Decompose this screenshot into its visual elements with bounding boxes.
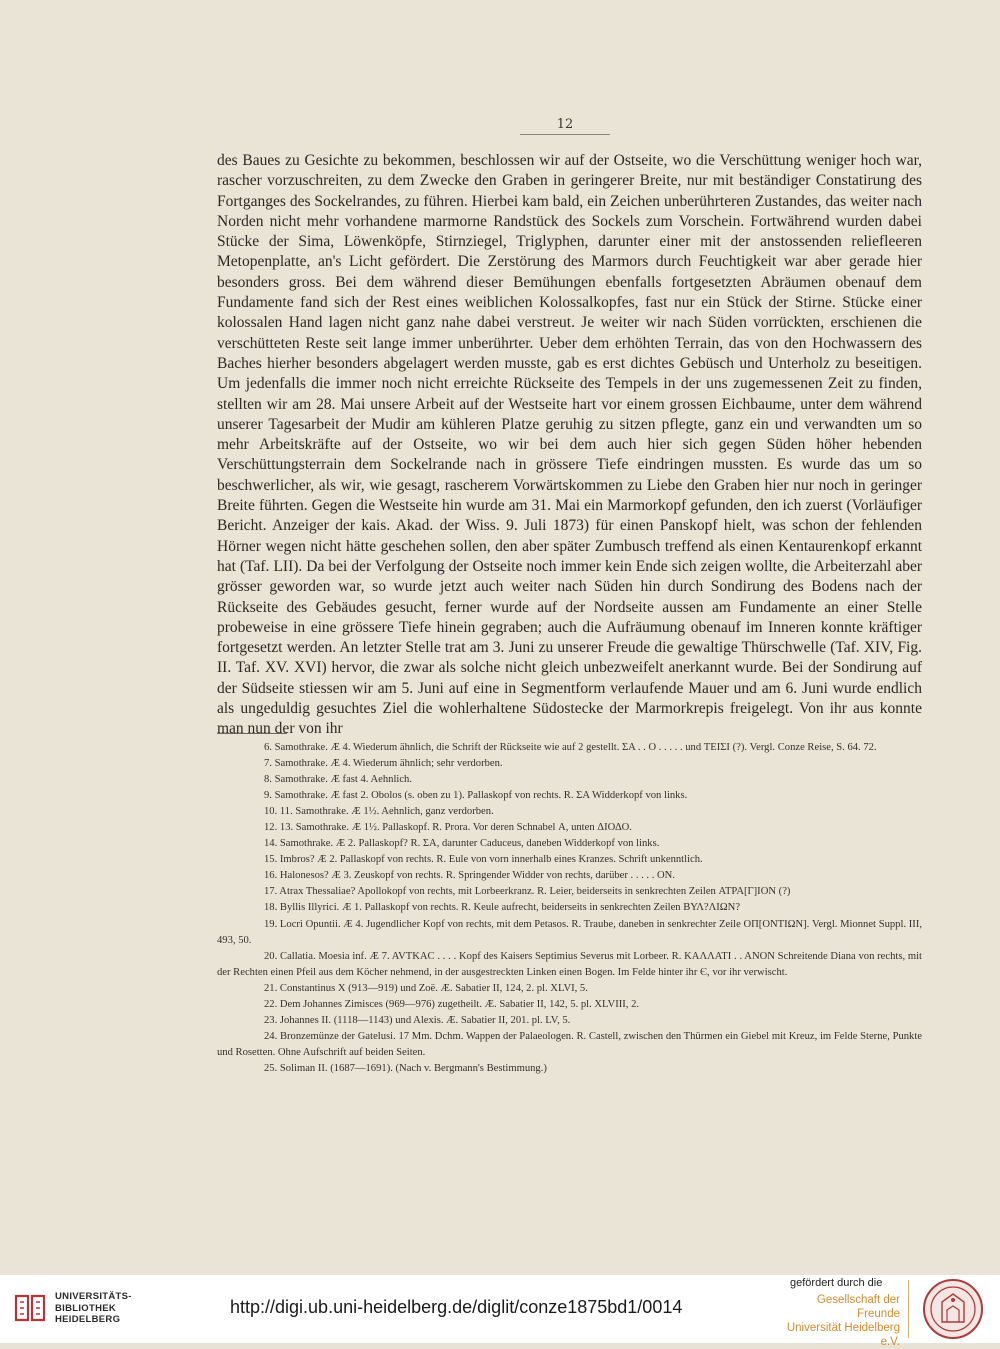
footnote-16: 16. Halonesos? Æ 3. Zeuskopf von rechts. R. Springender Widder von rechts, darüber . . . . . ON. <box>264 870 675 882</box>
footnote-12-13: 12. 13. Samothrake. Æ 1½. Pallaskopf. R. Prora. Vor deren Schnabel Α, unten ΔΙΟΔΟ. <box>264 822 632 834</box>
footnote-23: 23. Johannes II. (1118—1143) und Alexis. Æ. Sabatier II, 201. pl. LV, 5. <box>264 1014 571 1026</box>
library-line-3: HEIDELBERG <box>55 1314 121 1325</box>
footnote-18: 18. Byllis Illyrici. Æ 1. Pallaskopf von rechts. R. Keule aufrecht, beiderseits in senkrechten Zeilen ΒΥΛ?ΛΙΩΝ? <box>264 902 741 914</box>
society-line-1: Gesellschaft der Freunde <box>816 1294 900 1320</box>
library-line-1: UNIVERSITÄTS- <box>55 1291 132 1302</box>
footnote-19: 19. Locri Opuntii. Æ 4. Jugendlicher Kopf von rechts, mit dem Petasos. R. Traube, daneben in senkrechter Zeile ΟΠ[ΟΝΤΙΩΝ]. Vergl. Mionnet Suppl. III, 493, 50. <box>217 918 922 946</box>
footnote-14: 14. Samothrake. Æ 2. Pallaskopf? R. ΣΑ, darunter Caduceus, daneben Widderkopf von links. <box>264 838 660 850</box>
footnote-separator <box>217 733 287 734</box>
footnote-9: 9. Samothrake. Æ fast 2. Obolos (s. oben zu 1). Pallaskopf von rechts. R. ΣΑ Widderkopf von links. <box>264 790 688 802</box>
footer-divider <box>908 1280 909 1338</box>
footnote-22: 22. Dem Johannes Zimisces (969—976) zugetheilt. Æ. Sabatier II, 142, 5. pl. XLVIII, 2. <box>264 998 640 1010</box>
funded-by-text: gefördert durch die <box>790 1277 883 1289</box>
footnote-10-11: 10. 11. Samothrake. Æ 1½. Aehnlich, ganz verdorben. <box>264 806 494 818</box>
body-paragraph: des Baues zu Gesichte zu bekommen, beschlossen wir auf der Ostseite, wo die Verschüttung weniger hoch war, rascher vorzuschreiten, zu dem Zwecke den Graben in geringerer Breite, nur mit beständiger Constatirung des Fortganges des Sockelrandes, zu führen. Hierbei kam bald, ein Zeichen unberührteren Zustandes, das weiter nach Norden nicht mehr vorhandene marmorne Randstück des Sockels zum Vorschein. Fortwährend wurden dabei Stücke der Sima, Löwenköpfe, Stirnziegel, Triglyphen, darunter einer mit der anstossenden reliefleeren Metopenplatte, an's Licht gefördert. Die Zerstörung des Marmors durch Feuchtigkeit war aber gerade hier besonders gross. Bei dem während dieser Bemühungen ebenfalls fortgesetzten Abräumen obenauf dem Fundamente fand sich der Rest eines weiblichen Kolossalkopfes, fast nur ein Stück der Stirne. Stücke einer kolossalen Hand lagen nicht ganz nahe dabei verstreut. Je weiter wir nach Süden vorrückten, erschienen die verschütteten Reste seit lange immer unberührter. Ueber dem erhöhten Terrain, das von den Hochwassern des Baches hierher besonders abgelagert werden musste, gab es erst dichtes Gebüsch und Unterholz zu beseitigen. Um jedenfalls die immer noch nicht erreichte Rückseite des Tempels in der uns zugemessenen Zeit zu finden, stellten wir am 28. Mai unsere Arbeit auf der Westseite hart vor einem grossen Eichbaume, unter dem während unserer Tagesarbeit der Mudir am kühleren Platze geruhig zu sitzen pflegte, ganz ein und verwandten um so mehr Arbeitskräfte auf der Ostseite, wo wir bei dem auch hier sich gegen Süden höher hebenden Verschüttungsterrain dem Sockelrande nach in grössere Tiefe eindringen mussten. Es wurde das um so beschwerlicher, als wir, wie gesagt, rascherem Vorwärtskommen zu Liebe den Graben hier nur noch in geringer Breite führten. Gegen die Westseite hin wurde am 31. Mai ein Marmorkopf gefunden, den ich zuerst (Vorläufiger Bericht. Anzeiger der kais. Akad. der Wiss. 9. Juli 1873) für einen Panskopf hielt, was schon der fehlenden Hörner wegen nicht hätte geschehen sollen, den aber später Zumbusch treffend als einen Kentaurenkopf erkannt hat (Taf. LII). Da bei der Verfolgung der Ostseite noch immer kein Ende sich zeigen wollte, die Arbeiterzahl aber grösser geworden war, so wurde jetzt auch weiter nach Süden hin durch Sondirung des Bodens nach der Rückseite des Gebäudes gesucht, ferner wurde auf der Nordseite aussen am Fundamente an einer Stelle probeweise in eine grössere Tiefe hinein gegraben; auch die Aufräumung obenauf im Inneren konnte kräftiger fortgesetzt werden. An letzter Stelle trat am 3. Juni zu unserer Freude die gewaltige Thürschwelle (Taf. XIV, Fig. II. Taf. XV. XVI) hervor, die zwar als solche nicht gleich unbezweifelt anerkannt wurde. Bei der Sondirung auf der Südseite stiessen wir am 5. Juni auf eine in Segmentform verlaufende Mauer und am 6. Juni wurde endlich als ungeduldig gesuchtes Ziel die wohlerhaltene Südostecke der Marmorkrepis freigelegt. Von ihr aus konnte man nun der von ihr <box>217 152 922 738</box>
university-seal-icon <box>920 1278 986 1340</box>
footnote-21: 21. Constantinus X (913—919) und Zoë. Æ. Sabatier II, 124, 2. pl. XLVI, 5. <box>264 982 588 994</box>
footnote-25: 25. Soliman II. (1687—1691). (Nach v. Bergmann's Bestimmung.) <box>264 1062 547 1074</box>
permalink-url[interactable]: http://digi.ub.uni-heidelberg.de/diglit/conze1875bd1/0014 <box>230 1297 683 1317</box>
university-library-logo-icon <box>12 1292 48 1326</box>
society-line-2: Universität Heidelberg e.V. <box>786 1322 900 1348</box>
footnotes <box>217 740 922 1077</box>
footnote-7: 7. Samothrake. Æ 4. Wiederum ähnlich; sehr verdorben. <box>264 758 503 770</box>
society-name <box>780 1293 900 1349</box>
footnote-17: 17. Atrax Thessaliae? Apollokopf von rechts, mit Lorbeerkranz. R. Leier, beiderseits in senkrechten Zeilen ΑΤΡΑ[Γ]ΙΟΝ (?) <box>264 886 791 898</box>
footnote-8: 8. Samothrake. Æ fast 4. Aehnlich. <box>264 774 412 786</box>
body-text <box>217 151 922 740</box>
library-line-2: BIBLIOTHEK <box>55 1302 117 1314</box>
footnote-15: 15. Imbros? Æ 2. Pallaskopf von rechts. R. Eule von vorn innerhalb eines Kranzes. Schrift unkenntlich. <box>264 854 703 866</box>
footnote-6: 6. Samothrake. Æ 4. Wiederum ähnlich, die Schrift der Rückseite wie auf 2 gestellt. ΣΑ . . Ο . . . . . und ΤΕΙΣΙ (?). Vergl. Conze Reise, S. 64. 72. <box>264 742 877 753</box>
library-name <box>55 1291 132 1326</box>
footnote-24: 24. Bronzemünze der Gatelusi. 17 Mm. Dchm. Wappen der Palaeologen. R. Castell, zwischen den Thürmen ein Giebel mit Kreuz, im Felde Sterne, Punkte und Rosetten. Ohne Aufschrift auf beiden Seiten. <box>217 1030 922 1058</box>
footnote-20: 20. Callatia. Moesia inf. Æ 7. AVTKAC . . . . Kopf des Kaisers Septimius Severus mit Lorbeer. R. ΚΑΛΛΑΤΙ . . ΑΝΟΝ Schreitende Diana von rechts, mit der Rechten einen Pfeil aus dem Köcher nehmend, in der ausgestreckten Linken einen Bogen. Im Felde hinter ihr Є, vor ihr verwischt. <box>217 950 922 978</box>
page-number: 12 <box>520 117 610 135</box>
